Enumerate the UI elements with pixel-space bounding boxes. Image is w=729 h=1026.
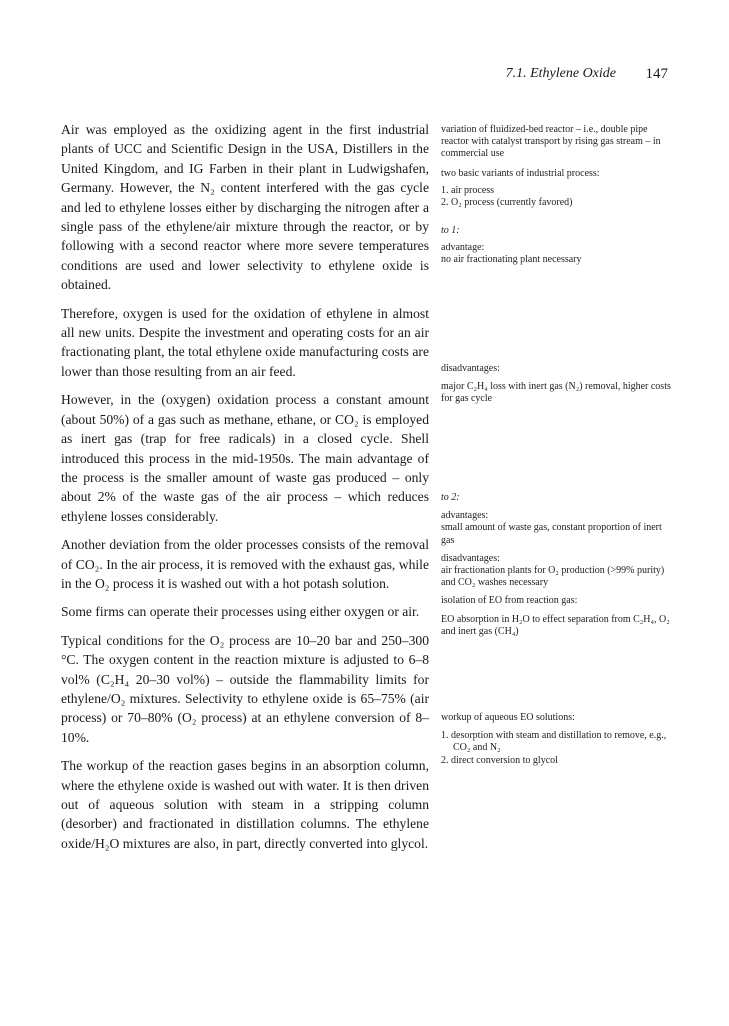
isolation-text: EO absorption in H₂O to effect separation from C₂H₄, O₂ and inert gas (CH₄) [441, 613, 670, 637]
margin-note-variants [441, 168, 671, 210]
reactor-note-text: variation of fluidized-bed reactor – i.e., double pipe reactor with catalyst transport by rising gas stream – in commercial use [441, 124, 661, 160]
margin-note-workup [441, 712, 671, 767]
to2-disadvantages-label: disadvantages: [441, 552, 500, 564]
margin-note-to1-disadvantages [441, 363, 671, 406]
margin-note-to1 [441, 225, 671, 267]
to1-advantage-label: advantage: [441, 242, 485, 254]
to2-advantages-label: advantages: [441, 510, 489, 522]
paragraph-either-process: Some firms can operate their processes using either oxygen or air. [61, 604, 420, 620]
paragraph-co2-removal: Another deviation from the older processes consists of the removal of CO₂. In the air process, it is removed with the exhaust gas, while in the O₂ process it is washed out with a hot potash solution. [61, 537, 429, 591]
section-title: 7.1. Ethylene Oxide [505, 66, 616, 81]
variants-list [441, 185, 671, 209]
page-header [0, 66, 729, 86]
paragraph-workup: The workup of the reaction gases begins in an absorption column, where the ethylene oxide is washed out with water. It is then driven out of aqueous solution with steam in a stripping column (desorber) and fractionated in distillation columns. The ethylene oxide/H₂O mixtures are also, in part, directly converted into glycol. [61, 758, 429, 851]
isolation-heading: isolation of EO from reaction gas: [441, 595, 578, 607]
list-item: 2. direct conversion to glycol [441, 754, 558, 766]
workup-list [441, 730, 671, 767]
paragraph-inert-gas: However, in the (oxygen) oxidation process a constant amount (about 50%) of a gas such as methane, ethane, or CO₂ is employed as inert gas (trap for free radicals) in a closed cycle. Shell introduced this process in the mid-1950s. The main advantage of the process is the smaller amount of waste gas produced – only about 2% of the waste gas of the air process – which reduces ethylene losses considerably. [61, 392, 429, 524]
margin-note-reactor [441, 124, 671, 161]
margin-note-to2 [441, 492, 671, 638]
variants-heading: two basic variants of industrial process: [441, 168, 600, 179]
paragraph-typical-conditions: Typical conditions for the O₂ process are 10–20 bar and 250–300 °C. The oxygen content in the reaction mixture is adjusted to 6–8 vol% (C₂H₄ 20–30 vol%) – outside the flammability limits for ethylene/O₂ mixtures. Selectivity to ethylene oxide is 65–75% (air process) or 70–80% (O₂ process) at an ethylene conversion of 8–10%. [61, 632, 429, 745]
list-item: 2. O₂ process (currently favored) [441, 197, 573, 209]
list-item: 1. air process [441, 185, 495, 197]
page-number: 147 [645, 66, 668, 82]
to1-disadvantages-label: disadvantages: [441, 363, 500, 374]
list-item: 1. desorption with steam and distillation to remove, e.g., CO₂ and N₂ [441, 730, 667, 754]
to1-advantage-text: no air fractionating plant necessary [441, 254, 582, 266]
workup-heading: workup of aqueous EO solutions: [441, 712, 575, 723]
to1-disadvantages-text: major C₂H₄ loss with inert gas (N₂) removal, higher costs for gas cycle [441, 381, 671, 405]
to2-advantages-text: small amount of waste gas, constant proportion of inert gas [441, 522, 662, 546]
paragraph-oxygen-use: Therefore, oxygen is used for the oxidation of ethylene in almost all new units. Despite the investment and operating costs for an air fractionating plant, the total ethylene oxide manufacturing costs are lower than those resulting from an air feed. [61, 305, 429, 379]
to2-heading: to 2: [441, 492, 460, 503]
paragraph-air-oxidation: Air was employed as the oxidizing agent in the first industrial plants of UCC and Scientific Design in the USA, Distillers in the United Kingdom, and IG Farben in their plant in Ludwigshafen, Germany. However, the N₂ content interfered with the gas cycle and led to ethylene losses either by discharging the nitrogen after a single pass of the ethylene/air mixture through the reactor, or by following with a second reactor where more severe temperatures conditions are used and lower selectivity to ethylene oxide is obtained. [61, 122, 429, 293]
main-text-column [61, 120, 429, 862]
to1-heading: to 1: [441, 225, 460, 236]
to2-disadvantages-text: air fractionation plants for O₂ production (>99% purity) and CO₂ washes necessary [441, 565, 665, 589]
